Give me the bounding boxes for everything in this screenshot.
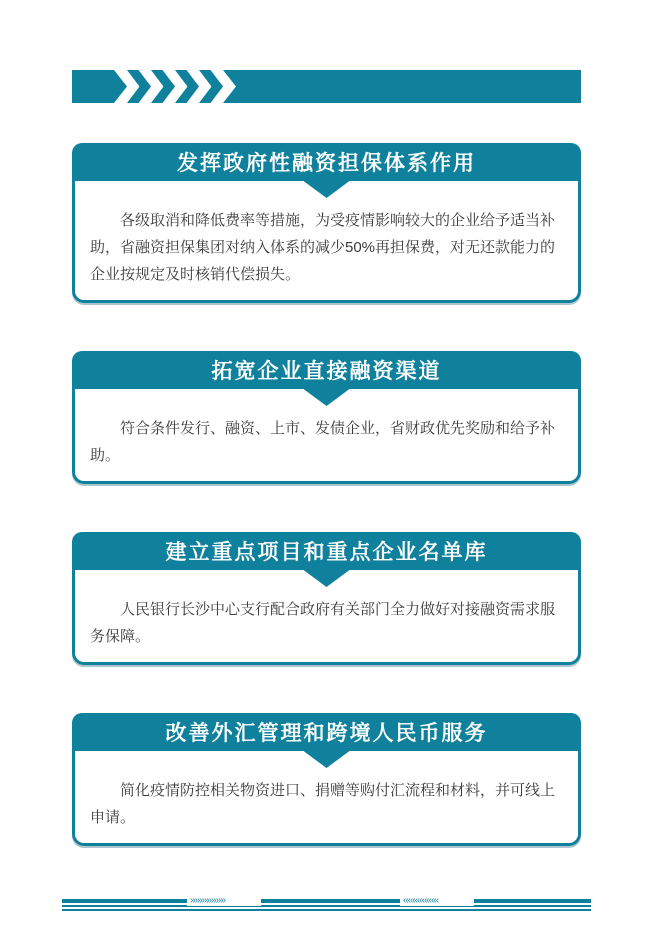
section-body: [72, 389, 581, 484]
section-direct-financing: [72, 351, 581, 484]
section-forex-rmb-services: [72, 713, 581, 846]
chevron-right-icon: [175, 70, 199, 103]
footer-thick-line: [62, 896, 591, 906]
chevron-right-icon: [127, 70, 151, 103]
section-body-text: 人民银行长沙中心支行配合政府有关部门全力做好对接融资需求服务保障。: [90, 601, 556, 645]
section-key-project-list: [72, 532, 581, 665]
pointer-down-icon: [304, 389, 350, 406]
footer-thin-line: [62, 909, 591, 911]
section-body-text: 符合条件发行、融资、上市、发债企业，省财政优先奖励和给予补助。: [90, 420, 556, 464]
section-title: 拓宽企业直接融资渠道: [72, 351, 581, 389]
section-body-text: 各级取消和降低费率等措施，为受疫情影响较大的企业给予适当补助，省融资担保集团对纳入体系的减少50%再担保费，对无还款能力的企业按规定及时核销代偿损失。: [90, 212, 556, 283]
banner-left-segment: [72, 70, 127, 103]
chevron-right-icon: [199, 70, 223, 103]
section-title: 改善外汇管理和跨境人民币服务: [72, 713, 581, 751]
banner-main-segment: [223, 70, 581, 103]
footer-chevrons-right-icon: ›››››››››››››››: [187, 896, 261, 906]
section-title: 发挥政府性融资担保体系作用: [72, 143, 581, 181]
chevron-right-icon: [151, 70, 175, 103]
section-body: [72, 570, 581, 665]
section-body: [72, 181, 581, 303]
pointer-down-icon: [304, 570, 350, 587]
footer-divider: [62, 896, 591, 911]
section-guarantee-system: [72, 143, 581, 303]
pointer-down-icon: [304, 181, 350, 198]
pointer-down-icon: [304, 751, 350, 768]
section-body-text: 简化疫情防控相关物资进口、捐赠等购付汇流程和材料，并可线上申请。: [90, 782, 556, 826]
footer-chevrons-left-icon: ‹‹‹‹‹‹‹‹‹‹‹‹‹‹‹: [400, 896, 474, 906]
section-body: [72, 751, 581, 846]
section-title: 建立重点项目和重点企业名单库: [72, 532, 581, 570]
top-banner: [72, 70, 581, 103]
